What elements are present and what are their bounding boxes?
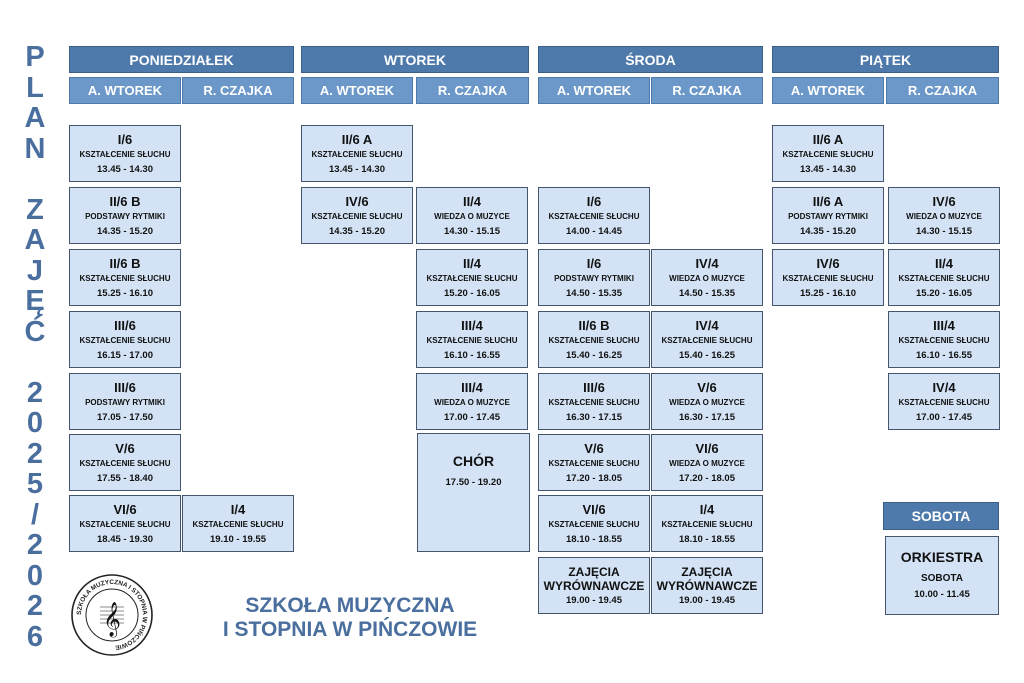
lesson-time: 18.10 - 18.55 (679, 533, 735, 545)
lesson-cell (416, 249, 528, 306)
school-name-line2: I STOPNIA W PIŃCZOWIE (222, 618, 478, 641)
lesson-subject: KSZTAŁCENIE SŁUCHU (548, 458, 640, 468)
lesson-time: 16.30 - 17.15 (679, 411, 735, 423)
lesson-time: 15.20 - 16.05 (444, 287, 500, 299)
lesson-class: II/4 (462, 255, 482, 271)
lesson-subject: PODSTAWY RYTMIKI (85, 397, 165, 407)
day-header-monday: PONIEDZIAŁEK (69, 46, 294, 73)
lesson-subject: WIEDZA O MUZYCE (669, 273, 745, 283)
plan-title-vertical (18, 42, 52, 652)
lesson-time: 15.25 - 16.10 (800, 287, 856, 299)
lesson-cell (538, 311, 650, 368)
lesson-time: 15.25 - 16.10 (97, 287, 153, 299)
title-letter: 2 (26, 437, 44, 470)
lesson-cell (416, 187, 528, 244)
teacher-header: R. CZAJKA (651, 77, 763, 104)
lesson-time: 14.35 - 15.20 (329, 225, 385, 237)
lesson-cell (772, 187, 884, 244)
lesson-cell (69, 249, 181, 306)
lesson-cell (651, 311, 763, 368)
lesson-time: 14.30 - 15.15 (916, 225, 972, 237)
makeup-cell (651, 557, 763, 614)
lesson-time: 17.00 - 17.45 (916, 411, 972, 423)
makeup-label-line1: ZAJĘCIA (681, 564, 733, 579)
lesson-class: IV/4 (695, 255, 719, 271)
lesson-class: III/6 (583, 379, 605, 395)
teacher-header: R. CZAJKA (416, 77, 529, 104)
teacher-header: A. WTOREK (772, 77, 884, 104)
lesson-cell (69, 125, 181, 182)
lesson-subject: KSZTAŁCENIE SŁUCHU (548, 519, 640, 529)
lesson-class: IV/6 (345, 193, 369, 209)
teacher-header: A. WTOREK (69, 77, 181, 104)
lesson-time: 17.20 - 18.05 (566, 472, 622, 484)
lesson-class: I/6 (586, 193, 602, 209)
title-letter: 0 (26, 407, 44, 439)
lesson-class: III/4 (461, 317, 483, 333)
lesson-cell (538, 249, 650, 306)
teacher-header: A. WTOREK (301, 77, 413, 104)
makeup-label-line1: ZAJĘCIA (568, 564, 620, 579)
title-letter: Z (26, 193, 44, 226)
lesson-cell (69, 311, 181, 368)
lesson-time: 17.05 - 17.50 (97, 411, 153, 423)
title-letter (18, 164, 52, 195)
teacher-header: A. WTOREK (538, 77, 650, 104)
title-letter: 2 (26, 376, 44, 409)
lesson-class: III/4 (461, 379, 483, 395)
lesson-time: 13.45 - 14.30 (97, 163, 153, 175)
title-letter: J (26, 254, 44, 287)
lesson-cell (538, 373, 650, 430)
lesson-cell (651, 434, 763, 491)
lesson-cell (69, 434, 181, 491)
title-letter: / (30, 498, 40, 531)
teacher-header: R. CZAJKA (182, 77, 294, 104)
lesson-cell (416, 373, 528, 430)
title-letter: 2 (26, 529, 44, 561)
lesson-class: II/6 B (109, 255, 141, 271)
lesson-time: 14.35 - 15.20 (800, 225, 856, 237)
school-name (170, 594, 530, 642)
lesson-subject: PODSTAWY RYTMIKI (85, 211, 165, 221)
lesson-cell (888, 249, 1000, 306)
lesson-subject: KSZTAŁCENIE SŁUCHU (192, 519, 284, 529)
lesson-subject: KSZTAŁCENIE SŁUCHU (661, 519, 753, 529)
lesson-cell (416, 311, 528, 368)
day-header-wednesday: ŚRODA (538, 46, 763, 73)
lesson-cell (651, 249, 763, 306)
lesson-subject: KSZTAŁCENIE SŁUCHU (661, 335, 753, 345)
lesson-time: 14.00 - 14.45 (566, 225, 622, 237)
lesson-subject: KSZTAŁCENIE SŁUCHU (782, 149, 874, 159)
title-letter: Ę (25, 285, 45, 317)
orchestra-time: 10.00 - 11.45 (914, 589, 970, 600)
lesson-subject: KSZTAŁCENIE SŁUCHU (426, 273, 518, 283)
lesson-subject: KSZTAŁCENIE SŁUCHU (426, 335, 518, 345)
choir-label: CHÓR (452, 453, 495, 469)
lesson-subject: KSZTAŁCENIE SŁUCHU (79, 458, 171, 468)
title-letter: 2 (26, 590, 44, 622)
lesson-time: 14.50 - 15.35 (566, 287, 622, 299)
lesson-time: 13.45 - 14.30 (329, 163, 385, 175)
lesson-cell (772, 249, 884, 306)
lesson-subject: KSZTAŁCENIE SŁUCHU (898, 335, 990, 345)
lesson-subject: KSZTAŁCENIE SŁUCHU (79, 335, 171, 345)
lesson-class: III/6 (114, 317, 136, 333)
lesson-time: 15.20 - 16.05 (916, 287, 972, 299)
lesson-class: VI/6 (582, 501, 606, 517)
lesson-time: 16.15 - 17.00 (97, 349, 153, 361)
lesson-subject: WIEDZA O MUZYCE (434, 397, 510, 407)
lesson-subject: KSZTAŁCENIE SŁUCHU (548, 335, 640, 345)
lesson-cell (69, 373, 181, 430)
lesson-class: V/6 (584, 440, 604, 456)
lesson-subject: KSZTAŁCENIE SŁUCHU (898, 273, 990, 283)
lesson-cell (538, 434, 650, 491)
lesson-time: 18.45 - 19.30 (97, 533, 153, 545)
svg-text:𝄞: 𝄞 (103, 602, 121, 637)
lesson-time: 16.10 - 16.55 (444, 349, 500, 361)
lesson-subject: KSZTAŁCENIE SŁUCHU (311, 211, 403, 221)
lesson-class: VI/6 (113, 501, 137, 517)
title-letter: 5 (26, 468, 44, 500)
title-letter (18, 347, 52, 378)
lesson-time: 17.20 - 18.05 (679, 472, 735, 484)
lesson-class: I/6 (117, 131, 133, 147)
lesson-subject: PODSTAWY RYTMIKI (554, 273, 634, 283)
lesson-subject: WIEDZA O MUZYCE (669, 458, 745, 468)
title-letter: A (24, 224, 46, 256)
lesson-time: 15.40 - 16.25 (679, 349, 735, 361)
orchestra-cell (885, 536, 999, 615)
lesson-time: 19.10 - 19.55 (210, 533, 266, 545)
lesson-cell (538, 187, 650, 244)
lesson-time: 15.40 - 16.25 (566, 349, 622, 361)
lesson-class: II/4 (934, 255, 954, 271)
lesson-class: II/6 B (109, 193, 141, 209)
logo-ring-text: SZKOŁA MUZYCZNA I STOPNIA W PIŃCZOWIE (75, 578, 149, 651)
lesson-class: II/6 A (341, 131, 373, 147)
lesson-time: 18.10 - 18.55 (566, 533, 622, 545)
makeup-time: 19.00 - 19.45 (679, 594, 735, 606)
lesson-cell (888, 311, 1000, 368)
lesson-time: 17.00 - 17.45 (444, 411, 500, 423)
lesson-cell (182, 495, 294, 552)
lesson-class: I/4 (699, 501, 715, 517)
choir-time: 17.50 - 19.20 (445, 477, 502, 488)
lesson-cell (651, 495, 763, 552)
lesson-time: 14.50 - 15.35 (679, 287, 735, 299)
day-header-tuesday: WTOREK (301, 46, 529, 73)
lesson-subject: KSZTAŁCENIE SŁUCHU (79, 273, 171, 283)
lesson-cell (888, 373, 1000, 430)
lesson-time: 16.30 - 17.15 (566, 411, 622, 423)
title-letter: Ć (24, 315, 46, 348)
lesson-subject: WIEDZA O MUZYCE (434, 211, 510, 221)
lesson-time: 14.35 - 15.20 (97, 225, 153, 237)
choir-cell (417, 433, 530, 552)
lesson-cell (772, 125, 884, 182)
lesson-class: I/4 (230, 501, 246, 517)
school-name-line1: SZKOŁA MUZYCZNA (245, 594, 455, 617)
day-header-friday: PIĄTEK (772, 46, 999, 73)
lesson-class: II/6 A (812, 193, 844, 209)
lesson-subject: KSZTAŁCENIE SŁUCHU (79, 519, 171, 529)
lesson-cell (69, 187, 181, 244)
lesson-subject: KSZTAŁCENIE SŁUCHU (898, 397, 990, 407)
lesson-cell (538, 495, 650, 552)
treble-clef-icon (100, 602, 124, 638)
day-header-saturday: SOBOTA (883, 502, 999, 530)
lesson-class: IV/4 (695, 317, 719, 333)
title-letter: 0 (26, 559, 44, 592)
lesson-cell (69, 495, 181, 552)
title-letter: L (26, 71, 44, 104)
title-letter: N (24, 132, 46, 165)
lesson-subject: WIEDZA O MUZYCE (669, 397, 745, 407)
lesson-subject: PODSTAWY RYTMIKI (788, 211, 868, 221)
lesson-subject: KSZTAŁCENIE SŁUCHU (548, 397, 640, 407)
makeup-label-line2: WYRÓWNAWCZE (656, 578, 758, 593)
lesson-subject: KSZTAŁCENIE SŁUCHU (79, 149, 171, 159)
lesson-class: I/6 (586, 255, 602, 271)
lesson-class: II/4 (462, 193, 482, 209)
lesson-time: 13.45 - 14.30 (800, 163, 856, 175)
lesson-cell (301, 125, 413, 182)
lesson-subject: KSZTAŁCENIE SŁUCHU (311, 149, 403, 159)
lesson-time: 17.55 - 18.40 (97, 472, 153, 484)
makeup-label-line2: WYRÓWNAWCZE (543, 578, 645, 593)
lesson-class: II/6 B (578, 317, 610, 333)
lesson-cell (301, 187, 413, 244)
title-letter: A (24, 102, 46, 134)
lesson-subject: KSZTAŁCENIE SŁUCHU (548, 211, 640, 221)
orchestra-day: SOBOTA (920, 573, 964, 584)
lesson-class: IV/4 (932, 379, 956, 395)
lesson-class: III/6 (114, 379, 136, 395)
school-logo (70, 573, 154, 657)
teacher-header: R. CZAJKA (886, 77, 999, 104)
lesson-time: 16.10 - 16.55 (916, 349, 972, 361)
lesson-class: IV/6 (932, 193, 956, 209)
lesson-class: V/6 (115, 440, 135, 456)
orchestra-label: ORKIESTRA (900, 549, 984, 565)
lesson-class: VI/6 (695, 440, 719, 456)
title-letter: 6 (26, 620, 44, 653)
lesson-class: V/6 (697, 379, 717, 395)
lesson-cell (888, 187, 1000, 244)
lesson-class: II/6 A (812, 131, 844, 147)
lesson-cell (651, 373, 763, 430)
lesson-subject: WIEDZA O MUZYCE (906, 211, 982, 221)
lesson-class: III/4 (933, 317, 955, 333)
lesson-subject: KSZTAŁCENIE SŁUCHU (782, 273, 874, 283)
lesson-class: IV/6 (816, 255, 840, 271)
makeup-time: 19.00 - 19.45 (566, 594, 622, 606)
lesson-time: 14.30 - 15.15 (444, 225, 500, 237)
title-letter: P (25, 41, 45, 73)
makeup-cell (538, 557, 650, 614)
